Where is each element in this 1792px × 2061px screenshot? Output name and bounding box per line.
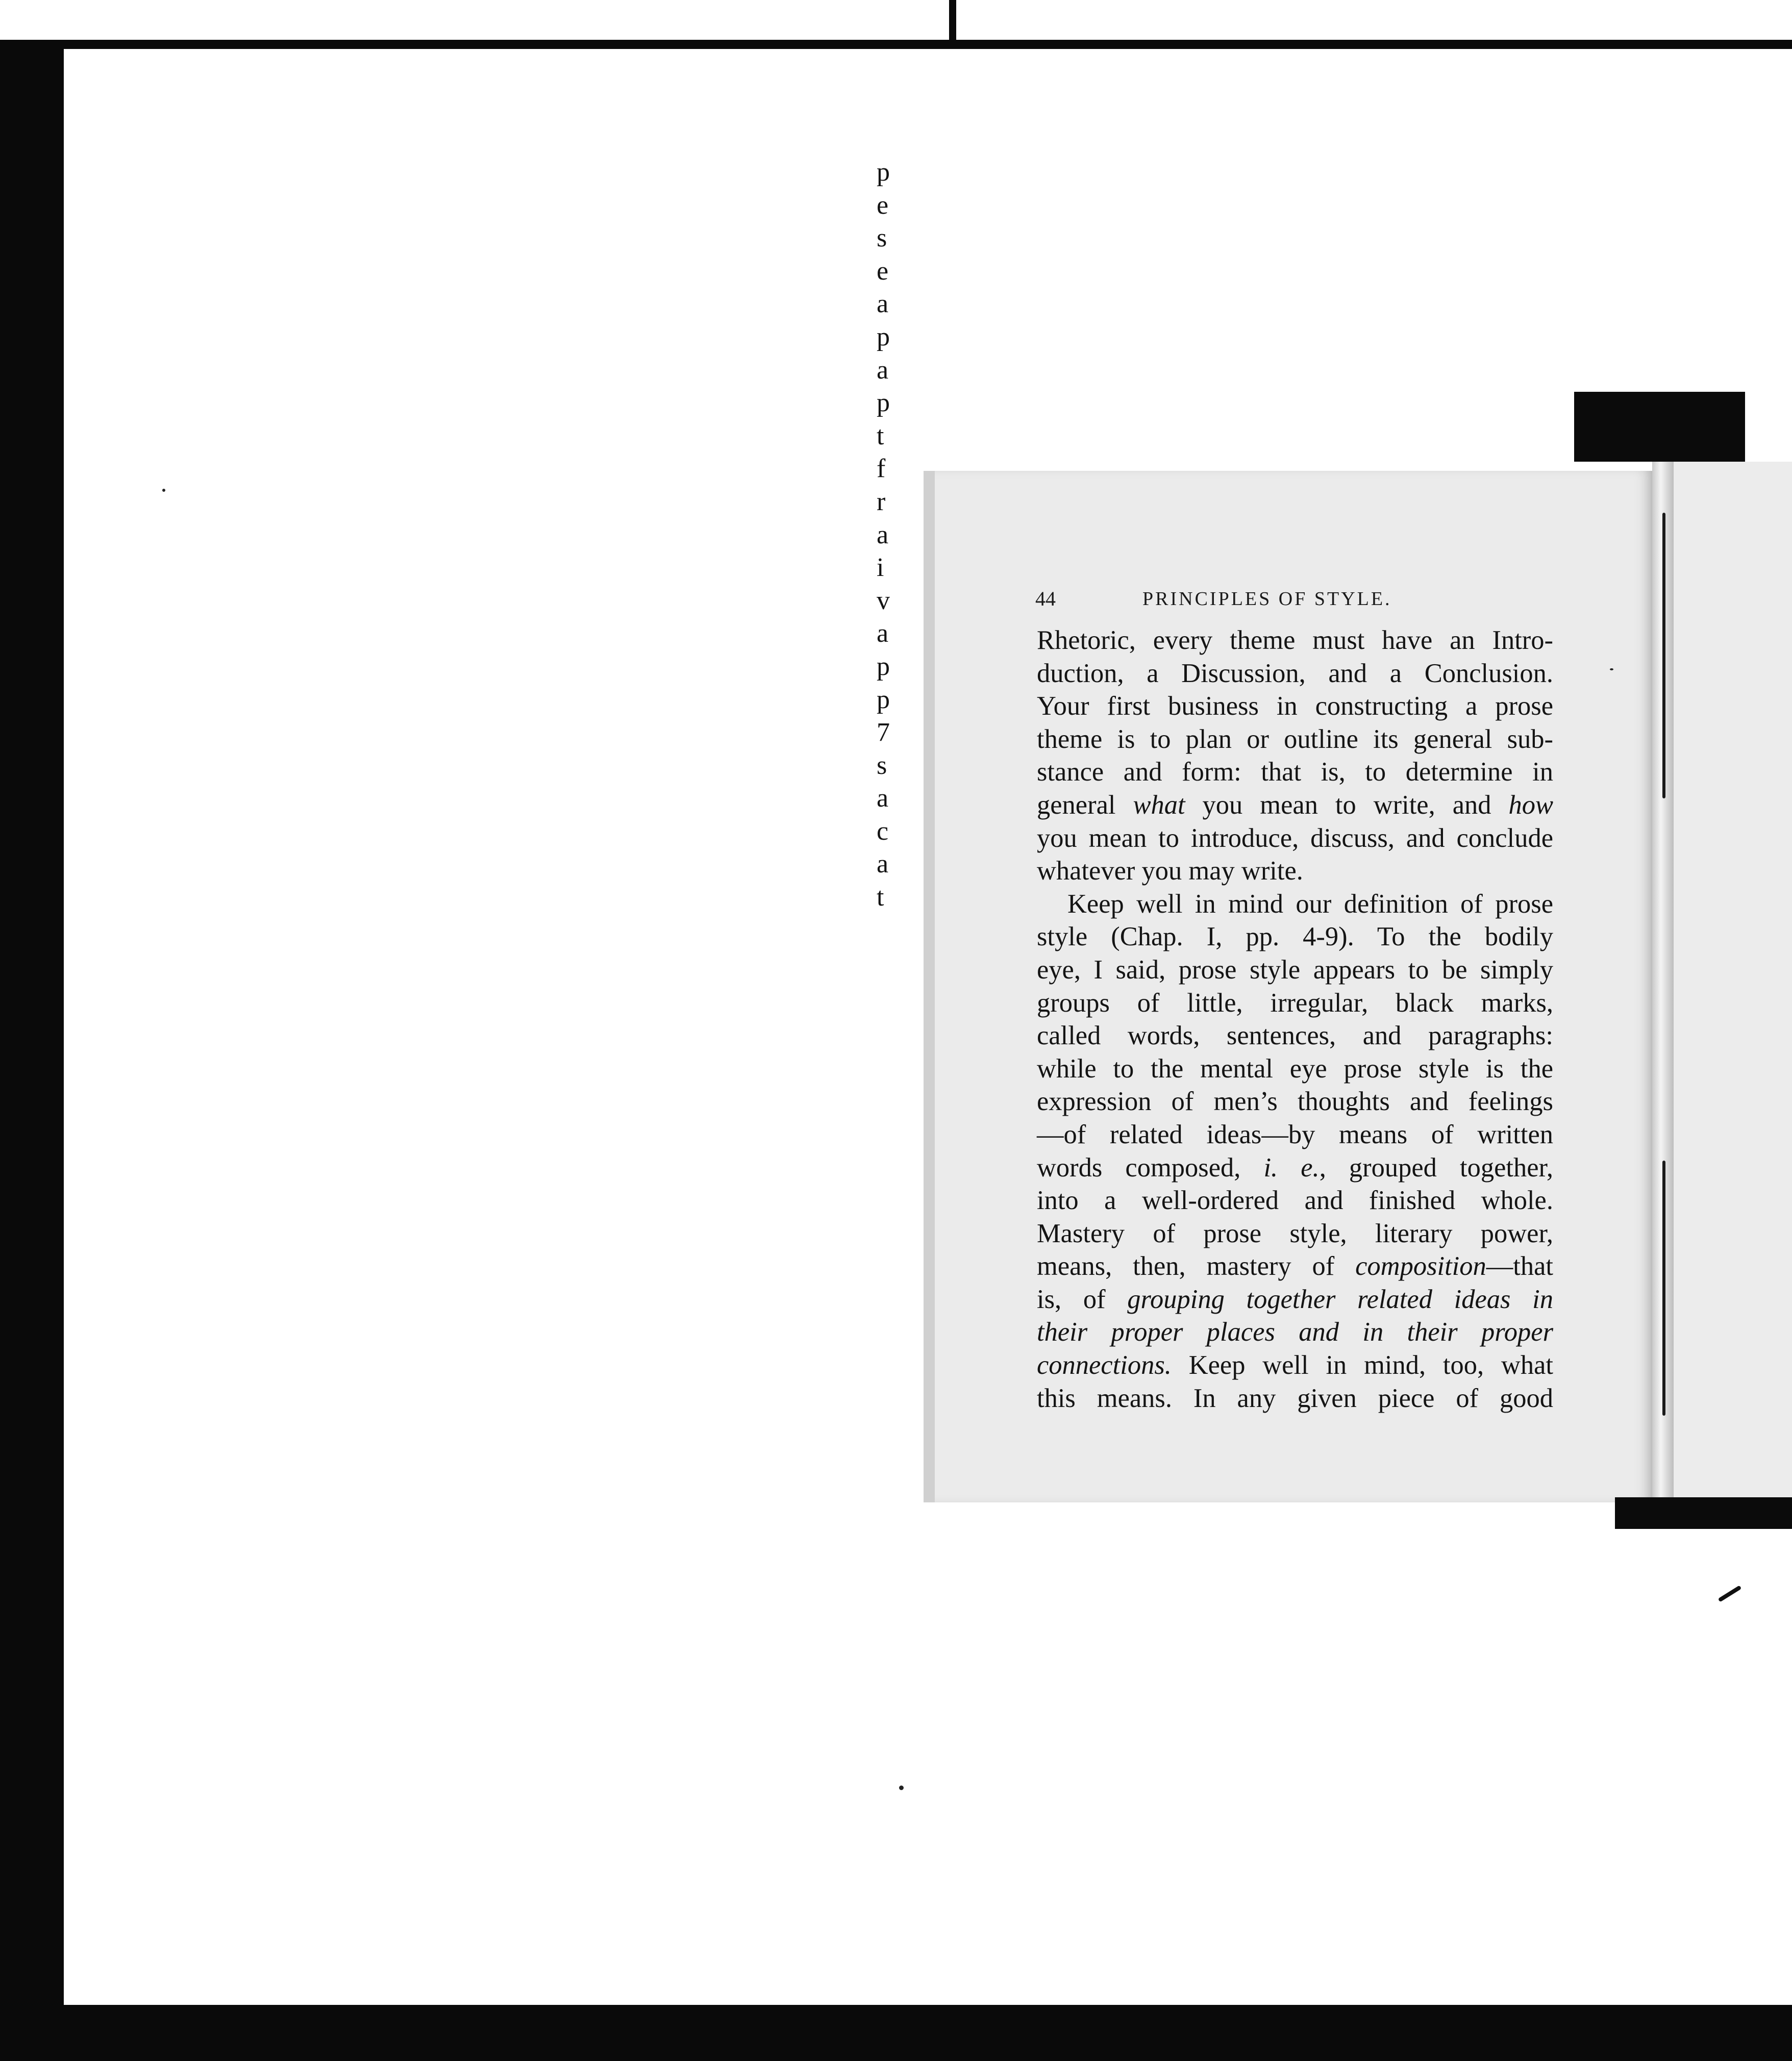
clip-tab-bottom <box>1615 1497 1792 1529</box>
edge-letter: e <box>877 256 889 286</box>
italic-run: what <box>1133 790 1185 820</box>
edge-letter: i <box>877 553 884 583</box>
edge-letter: a <box>877 784 889 813</box>
edge-letter: a <box>877 289 889 319</box>
text-run: general <box>1037 790 1133 820</box>
italic-run: composition <box>1355 1251 1486 1281</box>
dust-speck <box>162 489 165 492</box>
edge-letter: a <box>877 619 889 648</box>
binding-thread <box>1662 513 1665 798</box>
edge-letter: v <box>877 586 890 615</box>
text-line: Keep well in mind our definition of prose <box>1067 889 1553 919</box>
edge-letter: t <box>877 883 884 912</box>
italic-run: their proper places and in their proper <box>1037 1317 1553 1347</box>
text-line: duction, a Discussion, and a Conclusion. <box>1037 658 1553 688</box>
edge-letter: p <box>877 322 890 351</box>
text-line: Rhetoric, every theme must have an Intro- <box>1037 625 1553 655</box>
edge-letter: c <box>877 816 889 846</box>
edge-letter: a <box>877 520 889 549</box>
edge-letter: a <box>877 849 889 879</box>
italic-run: connections. <box>1037 1350 1172 1380</box>
edge-letter: e <box>877 190 889 220</box>
text-line: Mastery of prose style, literary power, <box>1037 1218 1553 1248</box>
text-line <box>1037 1349 1553 1382</box>
text-line <box>1037 1250 1553 1283</box>
edge-letter: p <box>877 158 890 187</box>
text-run: is, of <box>1037 1284 1128 1314</box>
frame-left-border <box>0 40 64 2046</box>
book-spread <box>924 462 1792 1502</box>
text-line: Your first business in constructing a prose <box>1037 691 1553 721</box>
text-line <box>1037 1151 1553 1185</box>
edge-letter: t <box>877 421 884 450</box>
text-line: expression of men’s thoughts and feelings <box>1037 1087 1553 1117</box>
text-line: this means. In any given piece of good <box>1037 1383 1553 1413</box>
italic-run: grouping together related ideas in <box>1127 1284 1553 1314</box>
text-run: , grouped together, <box>1319 1152 1554 1183</box>
text-line: stance and form: that is, to determine in <box>1037 757 1553 787</box>
text-line <box>1037 1283 1553 1316</box>
edge-letter: 7 <box>877 718 890 747</box>
page-number: 44 <box>1035 587 1056 610</box>
edge-letter: s <box>877 750 887 780</box>
text-line: you mean to introduce, discuss, and conclude <box>1037 823 1553 853</box>
text-run: you mean to write, and <box>1185 790 1509 820</box>
text-line: —of related ideas—by means of written <box>1037 1119 1553 1149</box>
frame-top-border <box>56 40 1792 49</box>
edge-letter: p <box>877 685 890 714</box>
clip-tab-top <box>1574 392 1745 466</box>
text-line: called words, sentences, and paragraphs: <box>1037 1021 1553 1051</box>
text-run: Keep well in mind, too, what <box>1171 1350 1553 1380</box>
edge-letter: f <box>877 454 886 484</box>
text-run: —that <box>1486 1251 1553 1281</box>
text-line: eye, I said, prose style appears to be simply <box>1037 954 1553 985</box>
edge-letter: p <box>877 388 890 418</box>
dust-speck <box>899 1786 904 1790</box>
running-head <box>1035 584 1559 614</box>
text-run: words composed, <box>1037 1152 1264 1183</box>
text-run: means, then, mastery of <box>1037 1251 1356 1281</box>
frame-bottom-border <box>0 2005 1792 2061</box>
italic-run: how <box>1508 790 1553 820</box>
edge-letter: s <box>877 223 887 253</box>
edge-letter: a <box>877 355 889 385</box>
italic-run: i. e. <box>1263 1152 1320 1183</box>
scan-mark <box>1718 1585 1742 1602</box>
text-line: groups of little, irregular, black marks, <box>1037 988 1553 1018</box>
edge-letter: r <box>877 487 886 516</box>
text-line: into a well-ordered and finished whole. <box>1037 1186 1553 1216</box>
frame-notch <box>949 0 956 41</box>
edge-letter: p <box>877 651 890 681</box>
text-line: while to the mental eye prose style is the <box>1037 1053 1553 1084</box>
right-page <box>1674 462 1792 1502</box>
right-page-edge-text <box>877 156 907 914</box>
left-page <box>924 471 1654 1502</box>
dust-speck <box>1610 668 1613 670</box>
binding-thread <box>1662 1161 1665 1416</box>
text-line <box>1037 1316 1553 1349</box>
text-line: style (Chap. I, pp. 4-9). To the bodily <box>1037 922 1553 952</box>
text-line: theme is to plan or outline its general sub- <box>1037 724 1553 754</box>
running-title: PRINCIPLES OF STYLE. <box>1142 588 1392 610</box>
text-line <box>1037 789 1553 822</box>
page-body <box>1037 624 1553 1415</box>
text-line: whatever you may write. <box>1037 856 1303 886</box>
